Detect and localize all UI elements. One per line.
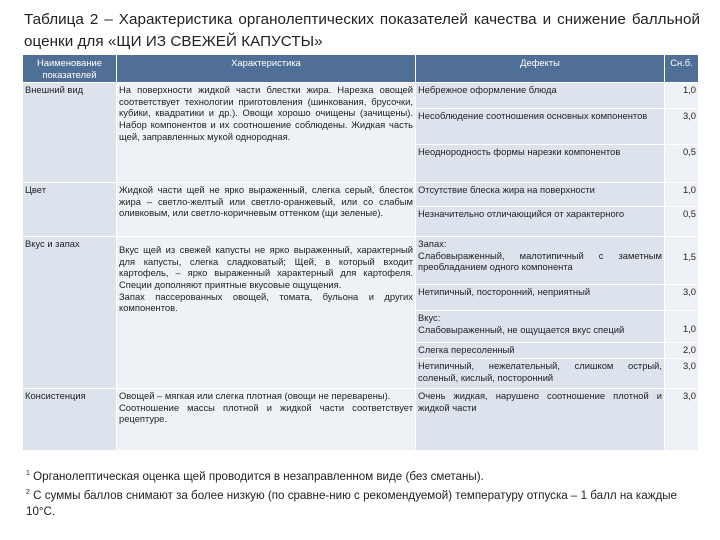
header-score: Сн.б.	[665, 55, 699, 83]
header-characteristic: Характеристика	[117, 55, 416, 83]
table-row	[23, 237, 699, 285]
defect-text: Несоблюдение соотношения основных компонентов	[416, 109, 665, 145]
header-defects: Дефекты	[416, 55, 665, 83]
taste-defect-1: Слабовыраженный, не ощущается вкус специй	[418, 323, 625, 335]
smell-label: Запах:	[418, 238, 447, 250]
defect-text: Нетипичный, посторонний, неприятный	[416, 285, 665, 311]
row-characteristic	[117, 389, 416, 451]
defect-score: 3,0	[665, 359, 699, 389]
defect-text: Отсутствие блеска жира на поверхности	[416, 183, 665, 207]
footnote-1	[26, 466, 700, 485]
defect-text: Нетипичный, нежелательный, слишком острый, соленый, кислый, посторонний	[416, 359, 665, 389]
defect-text: Очень жидкая, нарушено соотношение плотной и жидкой части	[416, 389, 665, 451]
defect-text: Небрежное оформление блюда	[416, 83, 665, 109]
defect-score: 0,5	[665, 145, 699, 183]
defect-score: 1,5	[665, 237, 699, 285]
footnote-1-text: Органолептическая оценка щей проводится в незаправленном виде (без сметаны).	[33, 469, 484, 483]
defect-score: 3,0	[665, 109, 699, 145]
table-row	[23, 183, 699, 207]
characteristic-ratio: Соотношение массы плотной и жидкой части соответствует рецептуре.	[119, 401, 413, 425]
row-characteristic	[117, 237, 416, 389]
header-row	[23, 55, 699, 83]
footnote-2-mark: 2	[26, 489, 30, 496]
defect-score: 3,0	[665, 389, 699, 451]
header-name: Наименование показателей	[23, 55, 117, 83]
row-name: Консистенция	[23, 389, 117, 451]
defect-text: Неоднородность формы нарезки компонентов	[416, 145, 665, 183]
characteristic-vegetables: Овощей – мягкая или слегка плотная (овощи не переварены).	[119, 390, 391, 402]
quality-table	[22, 54, 699, 451]
smell-defect-1: Слабовыраженный, малотипичный с заметным преобладанием одного компонента	[418, 249, 662, 273]
row-name: Вкус и запах	[23, 237, 117, 389]
row-name: Цвет	[23, 183, 117, 237]
row-name: Внешний вид	[23, 83, 117, 183]
footnote-2	[26, 485, 700, 520]
defect-text: Незначительно отличающийся от характерного	[416, 207, 665, 237]
defect-score: 3,0	[665, 285, 699, 311]
footnote-1-mark: 1	[26, 470, 30, 477]
taste-label: Вкус:	[418, 312, 441, 324]
defect-score: 1,0	[665, 83, 699, 109]
characteristic-taste: Вкус щей из свежей капусты не ярко выраженный, характерный для капусты, слегка сладковатый; Щей, в который входит картофель, – ярко выраженный характерный для картофеля. Специи дополняют приятные вкусовые ощущения.	[119, 244, 413, 290]
defect-score: 1,0	[665, 183, 699, 207]
table-row	[23, 389, 699, 451]
defect-text	[416, 237, 665, 285]
defect-score: 0,5	[665, 207, 699, 237]
defect-score: 1,0	[665, 311, 699, 343]
footnote-2-text: С суммы баллов снимают за более низкую (по сравне-нию с рекомендуемой) температуру отпуска – 1 балл на каждые 10°С.	[26, 488, 677, 518]
row-characteristic: Жидкой части щей не ярко выраженный, слегка серый, блесток жира – светло-желтый или светло-оранжевый, или со слабым оливковым, или светло-коричневым оттенком (щи зеленые).	[117, 183, 416, 237]
table-row	[23, 83, 699, 109]
characteristic-smell: Запах пассерованных овощей, томата, бульона и других компонентов.	[119, 290, 413, 314]
table-title: Таблица 2 – Характеристика органолептических показателей качества и снижение балльной оценки для «ЩИ ИЗ СВЕЖЕЙ КАПУСТЫ»	[24, 11, 700, 50]
row-characteristic: На поверхности жидкой части блестки жира. Нарезка овощей соответствует технологии приготовления (шинкования, брусочки, кубики, квадратики и др.). Овощи хорошо очищены (зачищены). Набор компонентов и их соотношение соблюдены. Жидкая часть щей, заправленных мукой однородная.	[117, 83, 416, 183]
defect-score: 2,0	[665, 343, 699, 359]
defect-text: Слегка пересоленный	[416, 343, 665, 359]
defect-text	[416, 311, 665, 343]
